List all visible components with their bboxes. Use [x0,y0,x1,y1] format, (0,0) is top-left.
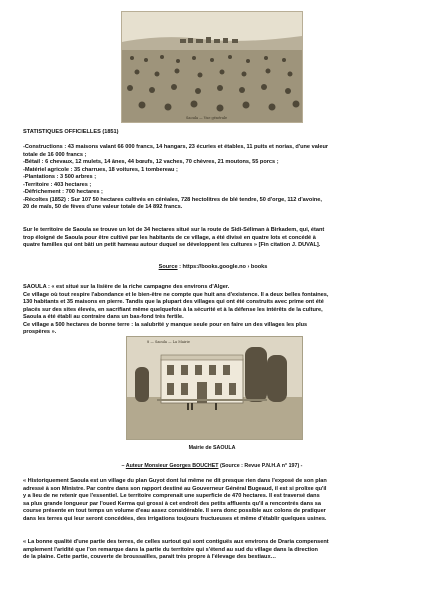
photo-caption: 8 — Saoula — La Mairie [147,340,190,344]
stats-line: -Plantations : 3 500 arbres ; [23,174,97,180]
paragraph-line: dans les terres qui leur seront concédées, des irrigations toujours fructueuses et même d'établir quelques usines. [23,515,327,522]
stats-line: -Matériel agricole : 35 charrues, 18 voitures, 1 tombereau ; [23,166,178,173]
source-link[interactable]: : https://books.google.no › books [177,264,268,270]
village-panorama-photo [121,11,303,123]
stats-line: -Constructions : 43 maisons valant 66 000 francs, 14 hangars, 23 écuries et étables, 11 puits et norias, d'une valeur [23,144,329,150]
saoula-paragraph [23,284,403,337]
paragraph-line: « Historiquement Saoula est un village du plan Guyot dont lui même ne dit presque rien dans l'exposé de son plan [23,478,327,484]
paragraph-line: 130 habitants et 35 maisons en pierre. Tandis que la plupart des villages qui ont été construits avec prime ont été [23,299,324,305]
stats-line: totale de 16 000 francs ; [23,151,87,158]
stats-line: -Défrichement : 700 hectares ; [23,189,103,195]
author-prefix: – [121,463,126,469]
paragraph-line: SAOULA : « est situé sur la lisière de la riche campagne des environs d'Alger. [23,284,230,290]
paragraph-line: trop éloigné de Saoula pour être cultivé par les habitants de ce village, a été divisé en quatre lots et concédé à [23,234,316,241]
paragraph-line: adressé à son Ministre. Par contre dans son rapport destiné au Gouverneur Général Bugeaud, il est si prolixe qu'il [23,485,327,492]
author-credit [0,463,424,469]
paragraph-line: course présente en tout temps un volume d'eau assez considérable. Il sera donc possible aux colons de pratiquer [23,508,326,514]
mairie-photo [126,336,303,440]
paragraph-line: Ce village où tout respire l'abondance et le bien-être ne compte que huit ans d'existence. Il a deux belles fontaines, [23,291,329,298]
paragraph-line: placés sur des sites élevés, en sacrifiant même quelquefois à la sécurité et à la défense les intérêts de la culture, [23,306,323,313]
stats-line: -Récoltes (1852) : Sur 107 50 hectares cultivés en céréales, 728 hectolitres de blé tendre, 50 d'orge, 112 d'avoine, [23,196,322,203]
source-label: Source [158,264,178,270]
paragraph-line: Saoula a été établi au contraire dans un bas-fond très fertile. [23,314,184,320]
author-source: (Source : Revue P.N.H.A n° 197) - [218,463,303,469]
paragraph-line: y a lieu de ne retenir que l'essentiel. Le territoire comprenait une superficie de 470 hectares. Il est traversé dans [23,493,320,499]
paragraph-line: « La bonne qualité d'une partie des terres, de celles surtout qui sont contiguës aux environs de Draria compensent [23,539,329,545]
stats-line: 20 de maïs, 50 de fèves d'une valeur totale de 14 892 francs. [23,204,183,210]
paragraph-line: amplement l'aridité que l'on remarque dans la partie du territoire qui s'étend au sud du village dans la direction [23,546,318,553]
author-label: Auteur Monsieur Georges BOUCHET [125,463,219,469]
land-quality-paragraph [23,539,403,562]
stats-line: -Bétail : 6 chevaux, 12 mulets, 14 ânes, 44 bœufs, 12 vaches, 70 chèvres, 21 moutons, 55 porcs ; [23,159,279,165]
mairie-caption: Mairie de SAOULA [188,445,236,451]
stats-line: -Territoire : 403 hectares ; [23,181,92,188]
statistics-list [23,144,403,212]
paragraph-line: prospères ». [23,329,57,335]
section-heading: STATISTIQUES OFFICIELLES (1851) [23,129,119,135]
paragraph-line: quatre familles qui ont bâti un petit hameau autour duquel se développent les cultures » [Fin citation J. DUVAL]. [23,242,321,248]
photo-caption: Saoula — Vue générale [186,116,228,120]
paragraph-line: de la plaine. Cette partie, couverte de broussailles, parait très propre à l'élevage des bestiaux… [23,554,277,560]
lot-paragraph [23,227,403,250]
paragraph-line: sa plus grande longueur par l'oued Kerma qui grossi à cet endroit des petits affluents qu'il a rencontrés dans sa [23,500,321,507]
historical-paragraph [23,478,403,523]
source-line [23,264,403,272]
paragraph-line: Ce village a 500 hectares de bonne terre : la salubrité y manque seule pour en faire un des villages les plus [23,321,308,328]
paragraph-line: Sur le territoire de Saoula se trouve un lot de 34 hectares situé sur la route de Sidi-Séliman à Birkadem, qui, étant [23,227,325,233]
